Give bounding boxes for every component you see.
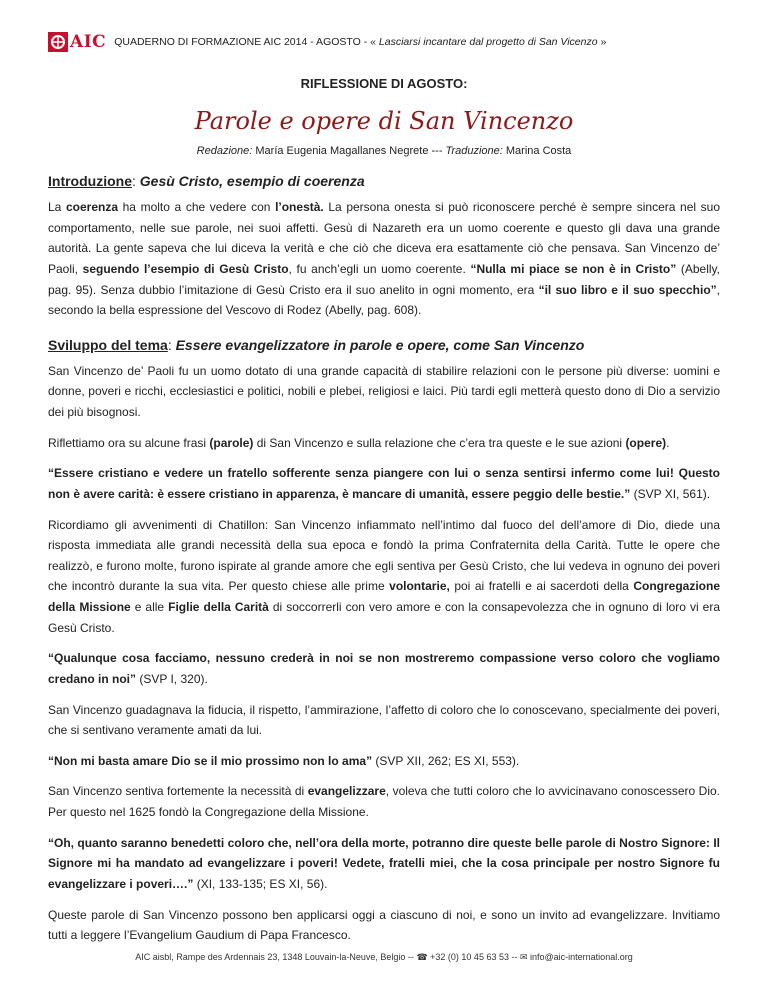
development-heading: Sviluppo del tema: Essere evangelizzatore in parole e opere, come San Vincenzo [48, 336, 585, 353]
quote-4: “Oh, quanto saranno benedetti coloro che, nell’ora della morte, potranno dire queste belle parole di Nostro Signore: Il Signore mi ha mandato ad evangelizzare i poveri! Vedete, fratelli miei, che la cosa principale per nostro Signore fu evangelizzare i poveri….” (XI, 133-135; ES XI, 56). [48, 835, 720, 891]
dev-paragraph-5: San Vincenzo sentiva fortemente la necessità di evangelizzare, voleva che tutti coloro che lo avvicinavano conoscessero Dio. Per questo nel 1625 fondò la Congregazione della Missione. [48, 784, 720, 819]
email-link[interactable]: info@aic-international.org [527, 952, 633, 962]
credits-line: Redazione: María Eugenia Magallanes Negrete --- Traduzione: Marina Costa [196, 145, 572, 157]
logo-text: AIC [70, 31, 107, 52]
dev-paragraph-4: San Vincenzo guadagnava la fiducia, il rispetto, l’ammirazione, l’affetto di coloro che lo conoscevano, specialmente dei poveri, che si sentivano veramente amati da lui. [48, 702, 720, 738]
phone-icon: ☎ [416, 952, 428, 962]
reflection-title: RIFLESSIONE DI AGOSTO: [300, 76, 468, 91]
aic-logo [48, 32, 106, 52]
header-title: QUADERNO DI FORMAZIONE AIC 2014 - AGOSTO - « Lasciarsi incantare dal progetto di San Vicenzo » [114, 36, 607, 48]
page-header [48, 32, 720, 52]
quote-3: “Non mi basta amare Dio se il mio prossimo non lo ama” (SVP XII, 262; ES XI, 553). [48, 753, 520, 768]
intro-paragraph: La coerenza ha molto a che vedere con l’onestà. La persona onesta si può riconoscere perché è sempre sincera nel suo comportamento, nelle sue parole, nei suoi affetti. Gesù di Nazareth era un uomo coerente e questo gli dava una grande autorità. La gente sapeva che lui diceva la verità e che ciò che diceva era esattamente ciò che pensava. San Vincenzo de’ Paoli, seguendo l’esempio di Gesù Cristo, fu anch’egli un uomo coerente. “Nulla mi piace se non è in Cristo” (Abelly, pag. 95). Senza dubbio l’imitazione di Gesù Cristo era il suo anelito in ogni momento, era “il suo libro e il suo specchio”, secondo la bella espressione del Vescovo di Rodez (Abelly, pag. 608). [48, 200, 721, 318]
page-footer: AIC aisbl, Rampe des Ardennais 23, 1348 Louvain-la-Neuve, Belgio -- ☎ +32 (0) 10 45 63 53 -- ✉ info@aic-international.org [135, 952, 633, 962]
intro-heading: Introduzione: Gesù Cristo, esempio di coerenza [48, 173, 365, 189]
quote-1: “Essere cristiano e vedere un fratello sofferente senza piangere con lui o senza sentirsi infermo come lui! Questo non è avere carità: è essere cristiano in apparenza, è mancare di umanità, essere peggio delle bestie.” (SVP XI, 561). [48, 466, 720, 501]
mail-icon: ✉ [519, 952, 528, 962]
dev-paragraph-3: Ricordiamo gli avvenimenti di Chatillon: San Vincenzo infiammato nell’intimo dal fuoco del dell’amore di Dio, diede una risposta immediata alle grandi necessità della sua epoca e fondò la prima Confraternita della Carità. Tutte le opere che realizzò, e furono molte, furono ispirate al grande amore che egli sentiva per Gesù Cristo, che lui vedeva in ognuno dei poveri che incontrò durante la sua vita. Per questo chiese alle prime volontarie, poi ai fratelli e ai sacerdoti della Congregazione della Missione e alle Figlie della Carità di soccorrerli con vero amore e con la consapevolezza che in ognuno di loro vi era Gesù Cristo. [48, 517, 721, 635]
main-title: Parole e opere di San Vincenzo [194, 107, 574, 135]
dev-paragraph-6: Queste parole di San Vincenzo possono ben applicarsi oggi a ciascuno di noi, e sono un invito ad evangelizzare. Invitiamo tutti a leggere l’Evangelium Gaudium di Papa Francesco. [48, 907, 720, 943]
document-page [48, 32, 720, 956]
dev-paragraph-2: Riflettiamo ora su alcune frasi (parole) di San Vincenzo e sulla relazione che c’era tra queste e le sue azioni (opere). [48, 435, 670, 450]
quote-2: “Qualunque cosa facciamo, nessuno crederà in noi se non mostreremo compassione verso coloro che vogliamo credano in noi” (SVP I, 320). [48, 651, 720, 686]
dev-paragraph-1: San Vincenzo de’ Paoli fu un uomo dotato di una grande capacità di stabilire relazioni con le persone più diverse: uomini e donne, poveri e ricchi, ecclesiastici e politici, nobili e plebei, religiosi e laici. Più tardi egli metterà questo dono di Dio a servizio dei più bisognosi. [48, 363, 720, 419]
aic-logo-icon [48, 32, 68, 52]
